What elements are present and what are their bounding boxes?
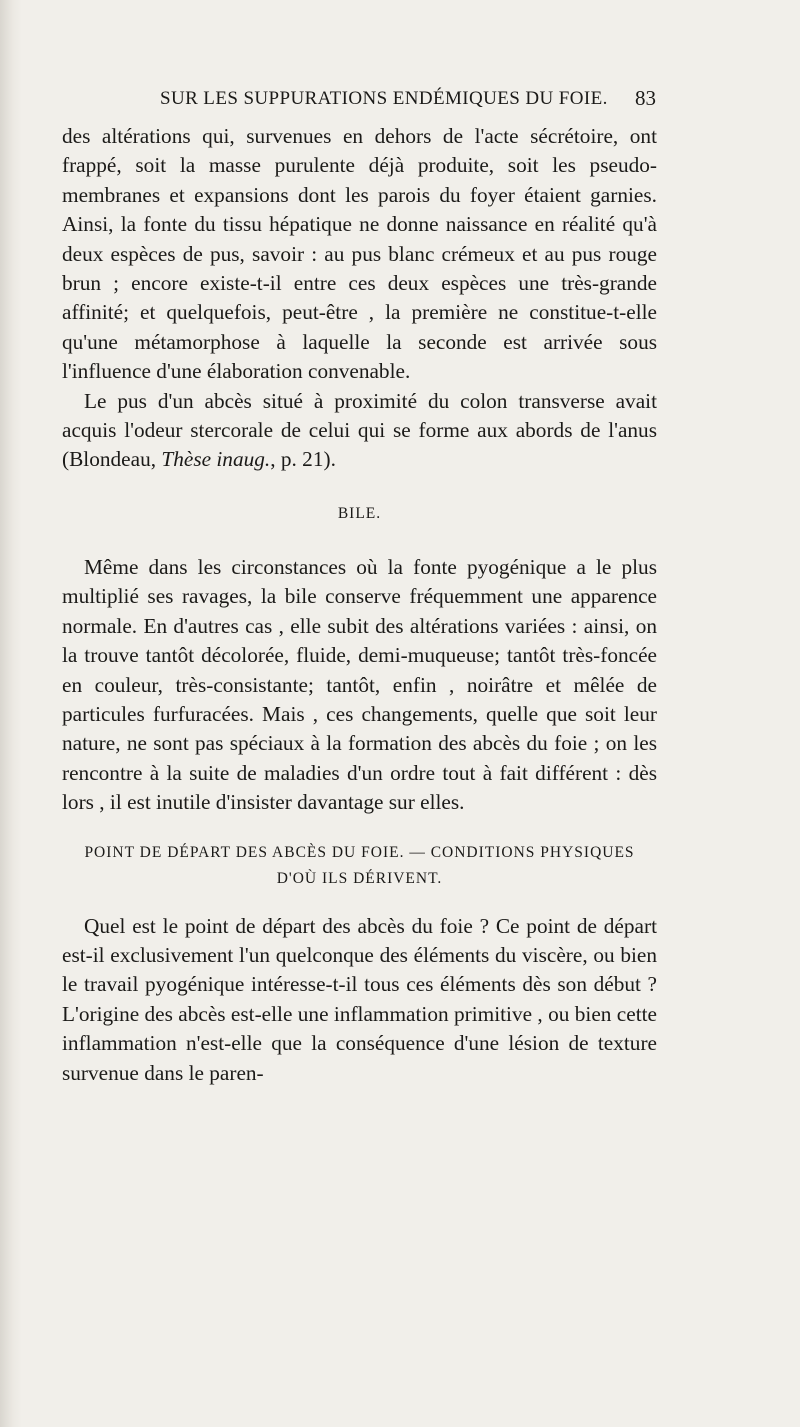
- paragraph-text: Le pus d'un abcès situé à proximité du colon transverse avait acquis l'odeur stercorale de celui qui se forme aux abords de l'anus (Blondeau,: [62, 388, 657, 472]
- section-heading-bile: BILE.: [337, 504, 382, 522]
- spine-shadow: [0, 0, 22, 1427]
- paragraph-text: , p. 21).: [270, 447, 336, 472]
- citation-title: Thèse inaug.: [161, 447, 271, 472]
- paragraph-stercoral-odor: [62, 387, 657, 475]
- paragraph-origin: Quel est le point de départ des abcès du foie ? Ce point de départ est-il exclusivement l'un quelconque des éléments du viscère, ou bien le travail pyogénique intéresse-t-il tous ces éléments dès son début ? L'origine des abcès est-elle une inflammation primitive , ou bien cette inflammation n'est-elle que la conséquence d'une lésion de texture survenue dans le paren-: [62, 913, 657, 1085]
- running-head: SUR LES SUPPURATIONS ENDÉMIQUES DU FOIE.: [160, 88, 608, 109]
- paragraph-pus-types: des altérations qui, survenues en dehors de l'acte sécrétoire, ont frappé, soit la masse purulente déjà produite, soit les pseudo-membranes et expansions dont les parois du foyer étaient garnies. Ainsi, la fonte du tissu hépatique ne donne naissance en réalité qu'à deux espèces de pus, savoir : au pus blanc crémeux et au pus rouge brun ; encore existe-t-il entre ces deux espèces une très-grande affinité; et quelquefois, peut-être , la première ne constitue-t-elle qu'une métamorphose à laquelle la seconde est arrivée sous l'influence d'une élaboration convenable.: [62, 124, 657, 384]
- text-block: [62, 122, 657, 1088]
- section-heading-line: POINT DE DÉPART DES ABCÈS DU FOIE. — CONDITIONS PHYSIQUES: [84, 843, 635, 861]
- section-heading-line: D'OÙ ILS DÉRIVENT.: [276, 869, 443, 887]
- paragraph-bile: Même dans les circonstances où la fonte pyogénique a le plus multiplié ses ravages, la bile conserve fréquemment une apparence normale. En d'autres cas , elle subit des altérations variées : ainsi, on la trouve tantôt décolorée, fluide, demi-muqueuse; tantôt très-foncée en couleur, très-consistante; tantôt, enfin , noirâtre et mêlée de particules furfuracées. Mais , ces changements, quelle que soit leur nature, ne sont pas spéciaux à la formation des abcès du foie ; on les rencontre à la suite de maladies d'un ordre tout à fait différent : dès lors , il est inutile d'insister davantage sur elles.: [62, 554, 657, 815]
- page-number: 83: [635, 86, 656, 110]
- section-heading-origin: [62, 840, 657, 892]
